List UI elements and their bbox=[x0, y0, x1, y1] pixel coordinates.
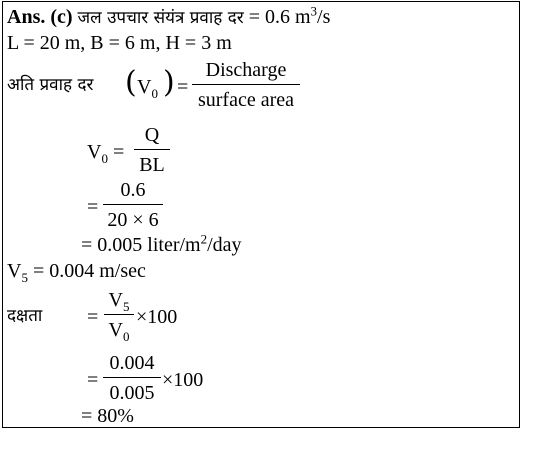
overflow-symbol: $V_0$ bbox=[137, 76, 158, 101]
v0-sub-fraction: 0.6 20 × 6 bbox=[103, 178, 163, 232]
efficiency-fraction: $V_5$ $V_0$ bbox=[104, 288, 134, 342]
fraction-bar bbox=[192, 84, 300, 85]
answer-intro-hindi: जल उपचार संयंत्र प्रवाह दर bbox=[77, 8, 244, 28]
overflow-denominator: surface area bbox=[197, 89, 295, 111]
v0-sub-equals: = bbox=[87, 196, 99, 218]
flow-rate-unit: /s bbox=[317, 6, 331, 28]
overflow-equals: = bbox=[177, 76, 189, 98]
v0-lhs: $V_0$ = bbox=[87, 141, 125, 166]
efficiency-result: = 80% bbox=[81, 405, 134, 427]
dimensions-line: L = 20 m, B = 6 m, H = 3 m bbox=[7, 32, 232, 54]
flow-rate-value: = 0.6 m bbox=[243, 6, 311, 28]
v5-line: $V_5 = 0.004$ m/sec bbox=[7, 260, 146, 285]
left-paren: ( bbox=[125, 65, 137, 100]
flow-rate-exponent: 3 bbox=[310, 3, 318, 19]
efficiency-sub-equals: = bbox=[87, 369, 99, 391]
efficiency-sub-fraction: 0.004 0.005 bbox=[103, 351, 161, 405]
efficiency-label: दक्षता bbox=[7, 306, 43, 326]
right-paren: ) bbox=[163, 65, 175, 100]
efficiency-sub-multiplier: ×100 bbox=[162, 369, 204, 391]
overflow-numerator: Discharge bbox=[205, 59, 287, 81]
answer-line bbox=[7, 5, 330, 30]
efficiency-multiplier: ×100 bbox=[136, 306, 178, 328]
v0-result: = 0.005 liter/$m^2$/day bbox=[81, 231, 242, 256]
v0-fraction: Q BL bbox=[134, 123, 170, 177]
overflow-rate-label: अति प्रवाह दर bbox=[7, 75, 94, 95]
answer-label: Ans. (c) bbox=[7, 6, 73, 28]
overflow-fraction bbox=[192, 58, 300, 112]
efficiency-equals: = bbox=[87, 306, 99, 328]
